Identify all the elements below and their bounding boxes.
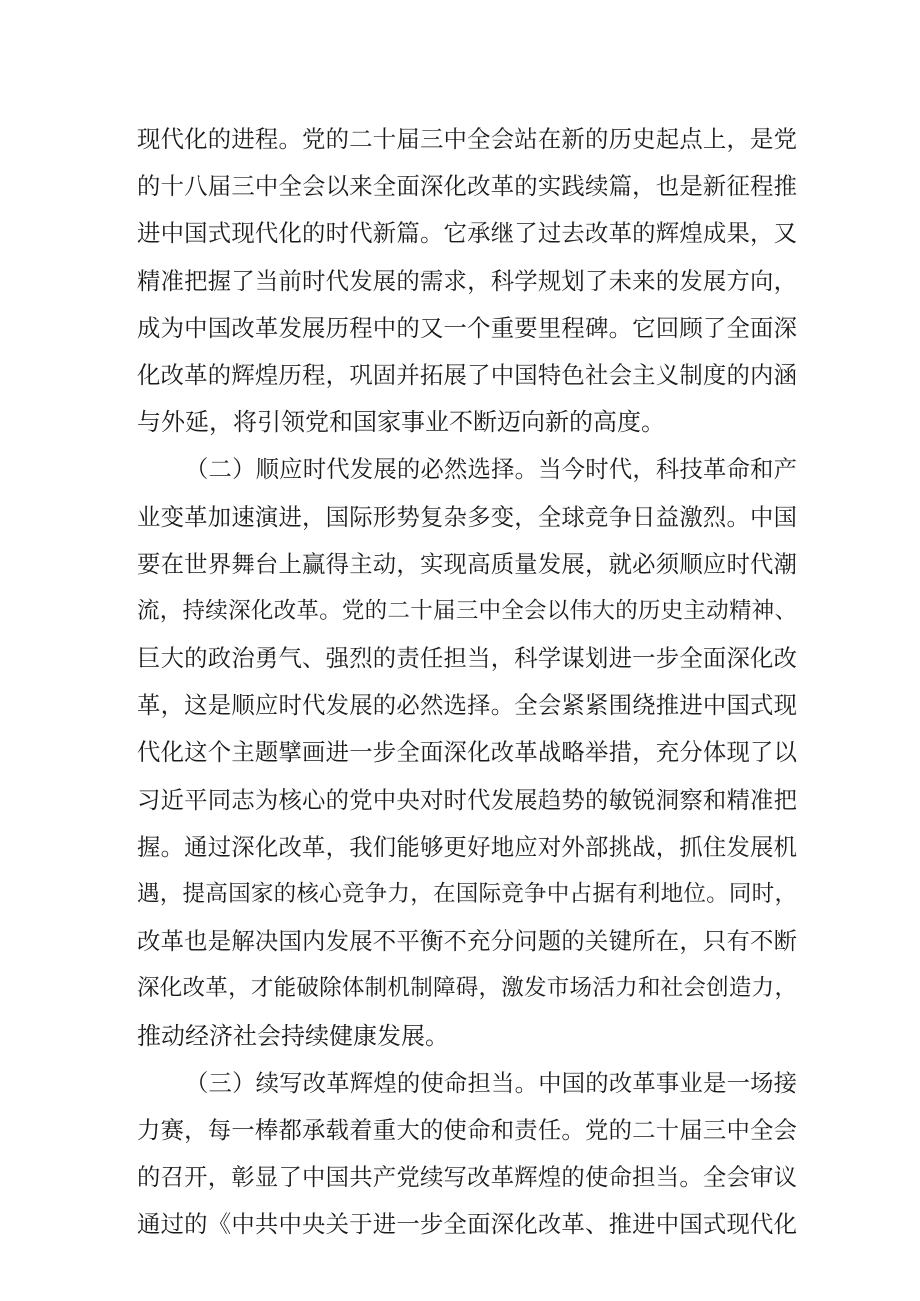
text-line: 推动经济社会持续健康发展。 (137, 1021, 449, 1050)
text-line: 习近平同志为核心的党中央对时代发展趋势的敏锐洞察和精准把 (137, 785, 797, 814)
text-line: 巨大的政治勇气、强烈的责任担当，科学谋划进一步全面深化改 (137, 644, 797, 673)
text-line: 与外延，将引领党和国家事业不断迈向新的高度。 (137, 408, 665, 437)
text-line: 进中国式现代化的时代新篇。它承继了过去改革的辉煌成果，又 (137, 219, 797, 248)
text-line: 的十八届三中全会以来全面深化改革的实践续篇，也是新征程推 (137, 172, 797, 201)
text-line: 现代化的进程。党的二十届三中全会站在新的历史起点上，是党 (137, 125, 797, 153)
text-line: 力赛，每一棒都承载着重大的使命和责任。党的二十届三中全会 (137, 1115, 797, 1144)
text-line: 革，这是顺应时代发展的必然选择。全会紧紧围绕推进中国式现 (137, 691, 797, 720)
text-line: 业变革加速演进，国际形势复杂多变，全球竞争日益激烈。中国 (137, 502, 797, 531)
text-line: 化改革的辉煌历程，巩固并拓展了中国特色社会主义制度的内涵 (137, 360, 797, 389)
text-line: 改革也是解决国内发展不平衡不充分问题的关键所在，只有不断 (137, 927, 797, 956)
text-line: 握。通过深化改革，我们能够更好地应对外部挑战，抓住发展机 (137, 832, 797, 861)
text-line: 深化改革，才能破除体制机制障碍，激发市场活力和社会创造力， (137, 975, 797, 1002)
text-line: 遇，提高国家的核心竞争力，在国际竞争中占据有利地位。同时， (137, 881, 797, 907)
text-line: 精准把握了当前时代发展的需求，科学规划了未来的发展方向， (137, 266, 797, 295)
text-line: 流，持续深化改革。党的二十届三中全会以伟大的历史主动精神、 (137, 597, 797, 624)
text-line: （三）续写改革辉煌的使命担当。中国的改革事业是一场接 (185, 1068, 797, 1097)
text-line: 通过的《中共中央关于进一步全面深化改革、推进中国式现代化 (137, 1210, 797, 1239)
text-line: 成为中国改革发展历程中的又一个重要里程碑。它回顾了全面深 (137, 313, 797, 342)
text-line: 的召开，彰显了中国共产党续写改革辉煌的使命担当。全会审议 (137, 1163, 797, 1192)
text-line: 代化这个主题擘画进一步全面深化改革战略举措，充分体现了以 (137, 738, 797, 767)
text-line: 要在世界舞台上赢得主动，实现高质量发展，就必须顺应时代潮 (137, 549, 797, 578)
text-line: （二）顺应时代发展的必然选择。当今时代，科技革命和产 (185, 455, 797, 484)
document-body (137, 116, 797, 1249)
